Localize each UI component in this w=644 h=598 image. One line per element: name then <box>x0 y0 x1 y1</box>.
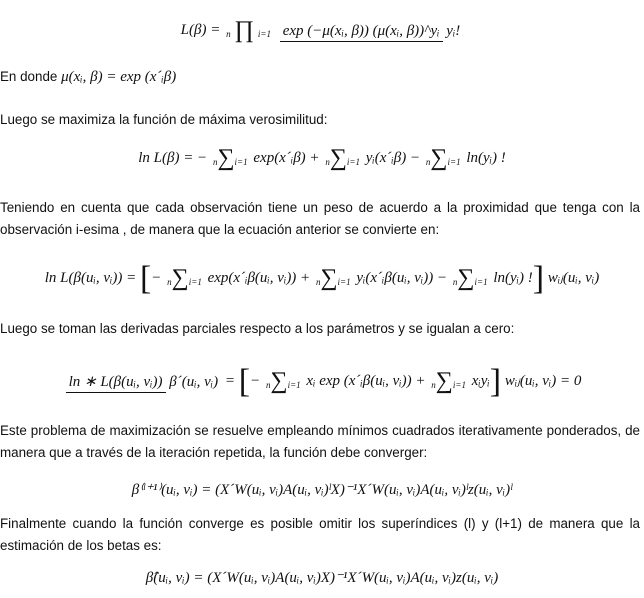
equation-log-likelihood: ln L(β) = − n∑i=1 exp(x´ᵢβ) + n∑i=1 yᵢ(x´ᵢβ) − n∑i=1 ln(yᵢ) ! <box>138 145 506 172</box>
paragraph-derivadas: Luego se toman las derivadas parciales respecto a los parámetros y se igualan a cero: <box>0 321 515 336</box>
eq3-sum-1: n∑i=1 <box>167 265 202 292</box>
inline-mu-definition: μ(xᵢ, β) = exp (x´ᵢβ) <box>61 69 177 85</box>
eq2-sum-2: n∑i=1 <box>325 145 360 172</box>
eq2-sum-3: n∑i=1 <box>425 145 461 172</box>
eq1-denominator: yᵢ! <box>446 22 461 39</box>
eq4-sum-1: n∑i=1 <box>265 368 301 395</box>
eq1-numerator: exp (−μ(xᵢ, β)) (μ(xᵢ, β))^yᵢ <box>280 23 443 42</box>
paragraph-finalmente: Finalmente cuando la función converge es posible omitir los superíndices (l) y (l+1) de manera que la estimación de los betas es: <box>0 516 640 553</box>
equation-iteration: β⁽ˡ⁺¹⁾(uᵢ, vᵢ) = (X´W(uᵢ, vᵢ)A(uᵢ, vᵢ)ˡX)⁻¹X´W(uᵢ, vᵢ)A(uᵢ, vᵢ)ˡz(uᵢ, vᵢ)ˡ <box>131 482 513 499</box>
eq3-sum-2: n∑i=1 <box>315 265 351 292</box>
equation-weighted-log-likelihood: ln L(β(uᵢ, vᵢ)) = [− n∑i=1 exp(x´ᵢβ(uᵢ, vᵢ)) + n∑i=1 yᵢ(x´ᵢβ(uᵢ, vᵢ)) − n∑i=1 ln(yᵢ) !] wᵢⱼ(uᵢ, vᵢ) <box>44 259 600 297</box>
equation-derivative: ln ∗ L(β(uᵢ, vᵢ)) β´(uᵢ, vᵢ) = [− n∑i=1 xᵢ exp (x´ᵢβ(uᵢ, vᵢ)) + n∑i=1 xᵢyᵢ] wᵢⱼ(uᵢ, vᵢ) = 0 <box>0 354 644 408</box>
eq4-fraction: ln ∗ L(β(uᵢ, vᵢ)) β´(uᵢ, vᵢ) <box>66 372 219 392</box>
paragraph-maximizacion: Este problema de maximización se resuelve empleando mínimos cuadrados iterativamente ponderados, de manera que a través de la iteración repetida, la función debe converger: <box>0 423 640 460</box>
paragraph-en-donde: En donde μ(xᵢ, β) = exp (x´ᵢβ) <box>0 69 177 85</box>
eq1-product-operator: n ∏ i=1 <box>226 17 271 44</box>
paragraph-maximiza: Luego se maximiza la función de máxima verosimilitud: <box>0 112 328 127</box>
equation-beta-estimate: β̂(uᵢ, vᵢ) = (X´W(uᵢ, vᵢ)A(uᵢ, vᵢ)X)⁻¹X´W(uᵢ, vᵢ)A(uᵢ, vᵢ)z(uᵢ, vᵢ) <box>145 570 499 587</box>
eq1-fraction <box>280 21 461 41</box>
eq3-sum-3: n∑i=1 <box>452 265 488 292</box>
eq2-sum-1: n∑i=1 <box>212 145 248 172</box>
paragraph-peso: Teniendo en cuenta que cada observación tiene un peso de acuerdo a la proximidad que tenga con la observación i-esima , de manera que la ecuación anterior se convierte en: <box>0 200 640 237</box>
equation-likelihood <box>0 5 644 55</box>
eq4-sum-2: n∑i=1 <box>431 368 466 395</box>
eq1-lhs: L(β) = <box>180 22 221 39</box>
